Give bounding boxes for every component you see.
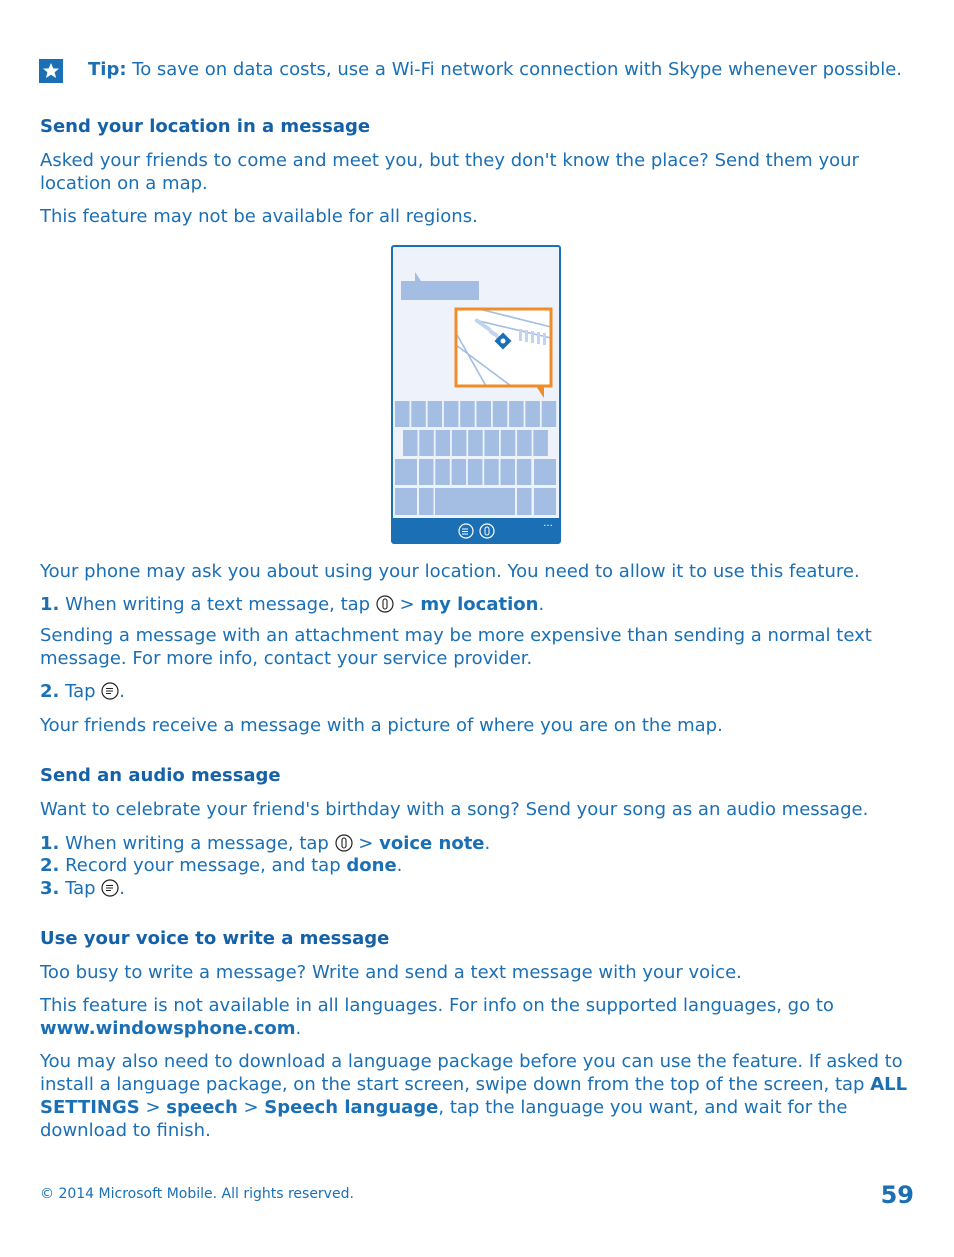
keyboard-key	[435, 488, 515, 515]
keyboard-key	[501, 459, 516, 485]
keyboard-key	[517, 459, 532, 485]
attach-icon	[335, 834, 353, 852]
keyboard-key	[533, 430, 548, 456]
windowsphone-link[interactable]: www.windowsphone.com	[40, 1018, 296, 1039]
keyboard-key	[542, 401, 557, 427]
keyboard-key	[419, 430, 434, 456]
tip-text: Tip: To save on data costs, use a Wi-Fi network connection with Skype whenever possible.	[88, 59, 903, 80]
keyboard-key	[428, 401, 443, 427]
heading-voice-write: Use your voice to write a message	[40, 928, 390, 949]
paragraph: Your friends receive a message with a picture of where you are on the map.	[40, 715, 723, 736]
attach-icon	[376, 595, 394, 613]
paragraph: Too busy to write a message? Write and send a text message with your voice.	[40, 962, 742, 983]
keyboard-key	[525, 401, 540, 427]
step-1-location: 1. When writing a text message, tap > my location.	[40, 594, 545, 615]
send-icon	[101, 879, 119, 897]
map-thumbnail	[456, 309, 551, 398]
paragraph: Sending a message with an attachment may be more expensive than sending a normal text message. For more info, contact your service provider.	[40, 625, 872, 669]
keyboard-key	[468, 430, 483, 456]
keyboard-key	[484, 459, 499, 485]
keyboard-key	[452, 430, 467, 456]
keyboard-key	[460, 401, 475, 427]
step-1-voice-note: 1. When writing a message, tap > voice note.	[40, 833, 491, 854]
keyboard-key	[444, 401, 459, 427]
paragraph: Your phone may ask you about using your location. You need to allow it to use this feature.	[40, 561, 860, 582]
keyboard-key	[436, 430, 451, 456]
keyboard-key	[411, 401, 426, 427]
keyboard-key	[419, 488, 434, 515]
paragraph: Asked your friends to come and meet you, but they don't know the place? Send them your location on a map.	[40, 150, 859, 194]
step-3-send: 3. Tap .	[40, 878, 126, 899]
keyboard-key	[517, 430, 532, 456]
more-ellipsis: ...	[543, 518, 553, 529]
paragraph-languages: This feature is not available in all languages. For info on the supported languages, go to www.windowsphone.com.	[40, 995, 834, 1039]
keyboard-key	[517, 488, 532, 515]
keyboard-key	[419, 459, 434, 485]
keyboard-key	[534, 459, 556, 485]
keyboard-key	[468, 459, 483, 485]
keyboard-key	[493, 401, 508, 427]
keyboard-key	[509, 401, 523, 427]
page-number: 59	[880, 1181, 914, 1209]
keyboard-key	[435, 459, 450, 485]
tip-star-icon	[39, 59, 63, 83]
keyboard-key	[403, 430, 418, 456]
paragraph: Want to celebrate your friend's birthday with a song? Send your song as an audio message.	[40, 799, 869, 820]
keyboard-key	[452, 459, 467, 485]
paragraph: This feature may not be available for all regions.	[40, 206, 478, 227]
copyright: © 2014 Microsoft Mobile. All rights reserved.	[40, 1186, 354, 1202]
step-2-send: 2. Tap .	[40, 681, 126, 702]
app-bar	[392, 518, 560, 543]
keyboard-key	[395, 488, 417, 515]
keyboard-key	[485, 430, 500, 456]
phone-illustration	[391, 245, 561, 544]
paragraph-language-package: You may also need to download a language package before you can use the feature. If asked to install a language package, on the start screen, swipe down from the top of the screen, tap ALL SETTINGS > speech > Speech language, tap the language you want, and wait for the download to finish.	[40, 1051, 908, 1141]
keyboard-key	[395, 459, 417, 485]
keyboard-key	[501, 430, 516, 456]
heading-audio-message: Send an audio message	[40, 765, 281, 786]
message-bubble	[401, 281, 479, 300]
heading-send-location: Send your location in a message	[40, 116, 371, 137]
keyboard-key	[534, 488, 556, 515]
keyboard-key	[395, 401, 410, 427]
step-2-record: 2. Record your message, and tap done.	[40, 855, 403, 876]
keyboard-key	[477, 401, 492, 427]
send-icon	[101, 682, 119, 700]
